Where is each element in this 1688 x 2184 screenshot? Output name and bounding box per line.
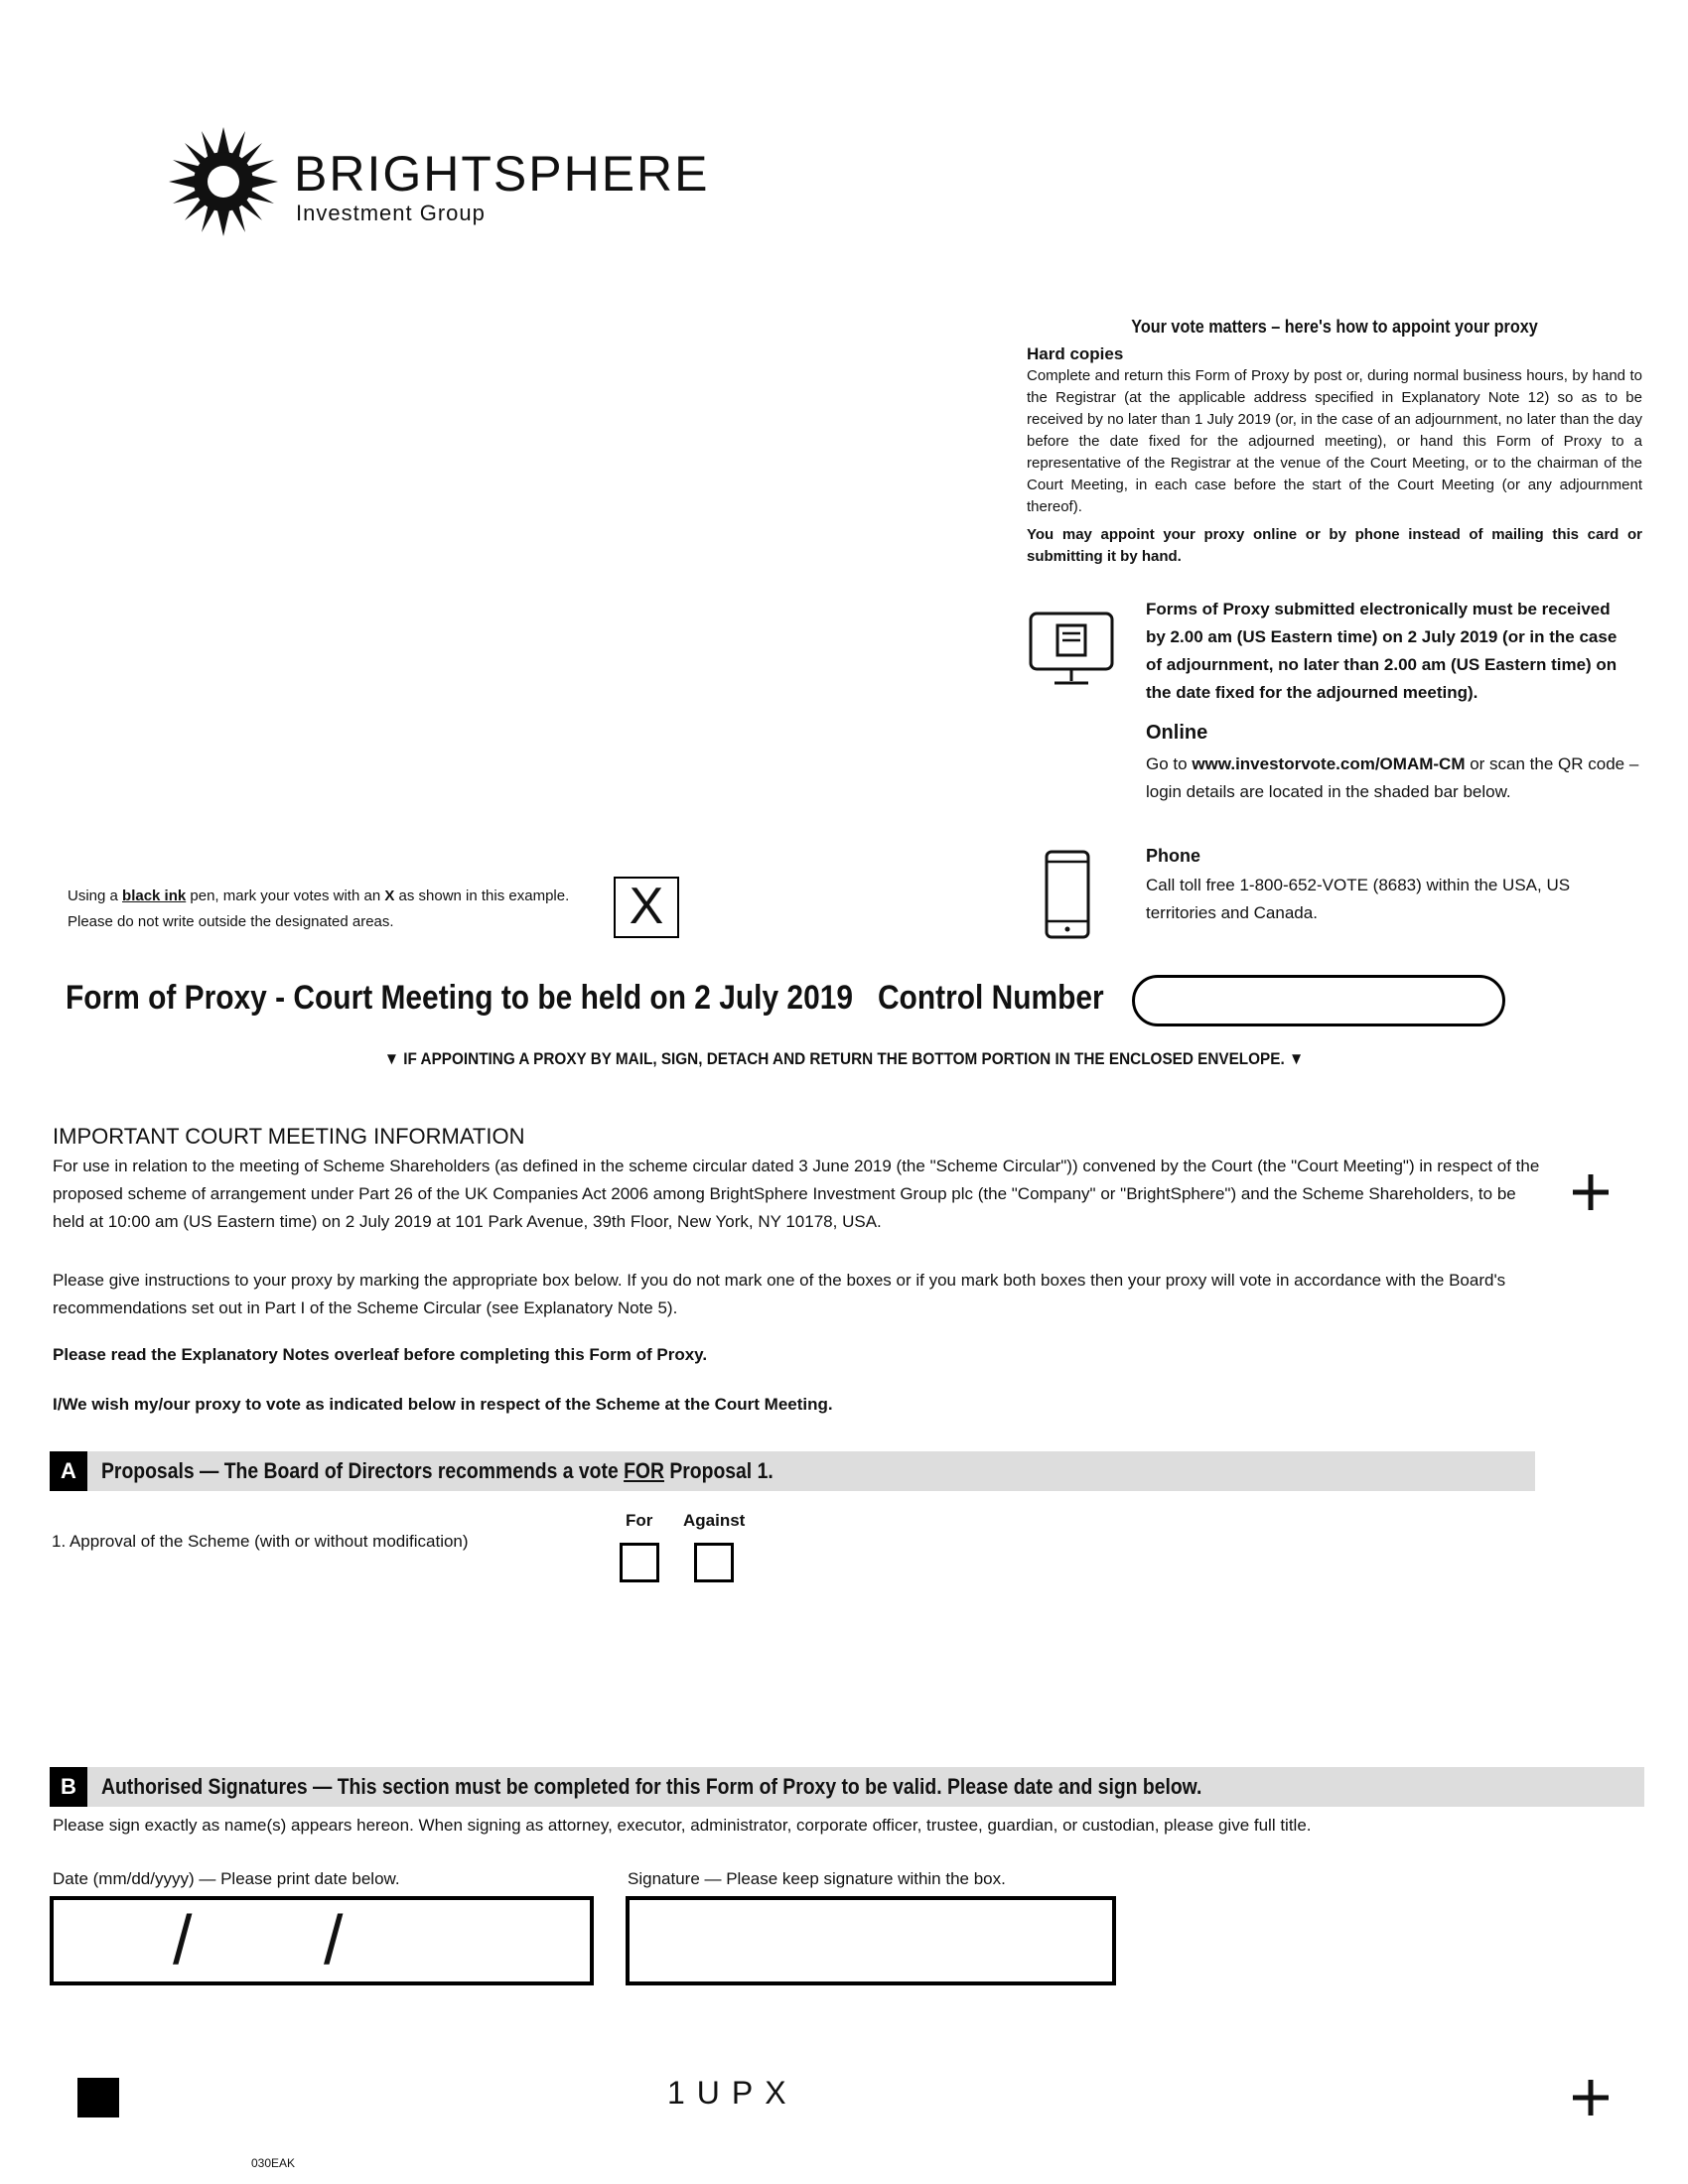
- section-a-badge: A: [50, 1451, 87, 1491]
- section-a-header: [50, 1451, 1535, 1491]
- registration-mark: [77, 2078, 119, 2117]
- read-notes-text: Please read the Explanatory Notes overleaf before completing this Form of Proxy.: [53, 1345, 708, 1364]
- brightsphere-logo-icon: [169, 127, 278, 236]
- date-field[interactable]: [50, 1896, 594, 1985]
- date-label: Date (mm/dd/yyyy) — Please print date below.: [53, 1869, 400, 1888]
- phone-title: Phone: [1146, 846, 1201, 866]
- signature-field[interactable]: [626, 1896, 1116, 1985]
- form-title: [66, 979, 1104, 1018]
- important-heading: IMPORTANT COURT MEETING INFORMATION: [53, 1124, 525, 1149]
- ink-instruction-line-2: Please do not write outside the designated areas.: [68, 913, 394, 930]
- logo-subtitle: Investment Group: [296, 201, 486, 225]
- phone-icon: [1045, 850, 1090, 939]
- for-checkbox[interactable]: [620, 1543, 659, 1582]
- control-number-field[interactable]: [1132, 975, 1505, 1026]
- proxy-instructions-panel: [1027, 316, 1642, 568]
- section-a-title: [101, 1458, 774, 1484]
- signing-note: Please sign exactly as name(s) appears hereon. When signing as attorney, executor, administrator, corporate officer, trustee, guardian, or custodian, please give full title.: [53, 1816, 1312, 1835]
- online-title: Online: [1146, 722, 1208, 744]
- section-a-title-post: Proposal 1.: [663, 1458, 774, 1483]
- proposal-1-label: 1. Approval of the Scheme (with or without modification): [52, 1532, 469, 1551]
- phone-text: Call toll free 1-800-652-VOTE (8683) within the USA, US territories and Canada.: [1146, 876, 1571, 922]
- section-a-title-pre: Proposals — The Board of Directors recommends a vote: [101, 1458, 625, 1483]
- ink-line1-post: as shown in this example.: [394, 887, 570, 904]
- vote-matters-heading: Your vote matters – here's how to appoint your proxy: [1131, 317, 1538, 337]
- against-label: Against: [683, 1511, 746, 1530]
- online-url-link[interactable]: www.investorvote.com/OMAM-CM: [1192, 754, 1466, 773]
- date-slash-2: /: [324, 1901, 344, 1979]
- example-mark-box: X: [614, 877, 679, 938]
- section-b-badge: B: [50, 1767, 87, 1807]
- online-text-post: or scan the QR code – login details are located in the shaded bar below.: [1146, 754, 1639, 801]
- mail-instruction-note: ▼ IF APPOINTING A PROXY BY MAIL, SIGN, DETACH AND RETURN THE BOTTOM PORTION IN THE ENCLOSED ENVELOPE. ▼: [383, 1049, 1305, 1068]
- monitor-icon: [1029, 612, 1114, 687]
- for-label: For: [626, 1511, 653, 1530]
- appoint-online-note: You may appoint your proxy online or by phone instead of mailing this card or submitting it by hand.: [1027, 526, 1642, 565]
- control-number-label: Control Number: [877, 979, 1104, 1017]
- wish-text: I/We wish my/our proxy to vote as indicated below in respect of the Scheme at the Court Meeting.: [53, 1395, 833, 1414]
- form-title-text: Form of Proxy - Court Meeting to be held on 2 July 2019: [66, 979, 854, 1017]
- section-b-header: [50, 1767, 1644, 1807]
- small-code: 030EAK: [251, 2156, 296, 2170]
- against-checkbox[interactable]: [694, 1543, 734, 1582]
- hard-copies-title: Hard copies: [1027, 344, 1124, 363]
- ink-instruction-line-1: [68, 887, 569, 904]
- plus-icon: [1571, 1172, 1611, 1212]
- hard-copies-text: Complete and return this Form of Proxy by post or, during normal business hours, by hand to the Registrar (at the applicable address specified in Explanatory Note 12) so as to be received by no later than 1 July 2019 (or, in the case of an adjournment, no later than the day before the date fixed for the adjourned meeting), or hand this Form of Proxy to a representative of the Registrar at the venue of the Court Meeting, or to the chairman of the Court Meeting, in each case before the start of the Court Meeting (or any adjournment thereof).: [1027, 367, 1642, 515]
- section-a-title-for: FOR: [624, 1458, 664, 1483]
- instructions-text: Please give instructions to your proxy by marking the appropriate box below. If you do not mark one of the boxes or if you mark both boxes then your proxy will vote in accordance with the Board's recommendations set out in Part I of the Scheme Circular (see Explanatory Note 5).: [53, 1271, 1506, 1317]
- ink-line1-mid: pen, mark your votes with an: [186, 887, 385, 904]
- form-code: 1UPX: [667, 2075, 798, 2111]
- ink-line1-emph: black ink: [122, 887, 187, 904]
- important-text: For use in relation to the meeting of Scheme Shareholders (as defined in the scheme circular dated 3 June 2019 (the "Scheme Circular")) convened by the Court (the "Court Meeting") in respect of the proposed scheme of arrangement under Part 26 of the UK Companies Act 2006 among BrightSphere Investment Group plc (the "Company" or "BrightSphere") and the Scheme Shareholders, to be held at 10:00 am (US Eastern time) on 2 July 2019 at 101 Park Avenue, 39th Floor, New York, NY 10178, USA.: [53, 1157, 1540, 1231]
- online-text-pre: Go to: [1146, 754, 1193, 773]
- logo-name: BRIGHTSPHERE: [294, 146, 710, 202]
- ink-line1-x: X: [384, 887, 395, 904]
- plus-icon: [1571, 2078, 1611, 2117]
- signature-label: Signature — Please keep signature within the box.: [628, 1869, 1006, 1888]
- electronic-deadline-note: Forms of Proxy submitted electronically must be received by 2.00 am (US Eastern time) on 2 July 2019 (or in the case of adjournment, no later than 2.00 am (US Eastern time) on the date fixed for the adjourned meeting).: [1146, 600, 1618, 702]
- section-b-title: Authorised Signatures — This section must be completed for this Form of Proxy to be valid. Please date and sign below.: [101, 1774, 1202, 1799]
- date-slash-1: /: [173, 1901, 193, 1979]
- online-text: [1146, 751, 1642, 806]
- ink-line1-pre: Using a: [68, 887, 123, 904]
